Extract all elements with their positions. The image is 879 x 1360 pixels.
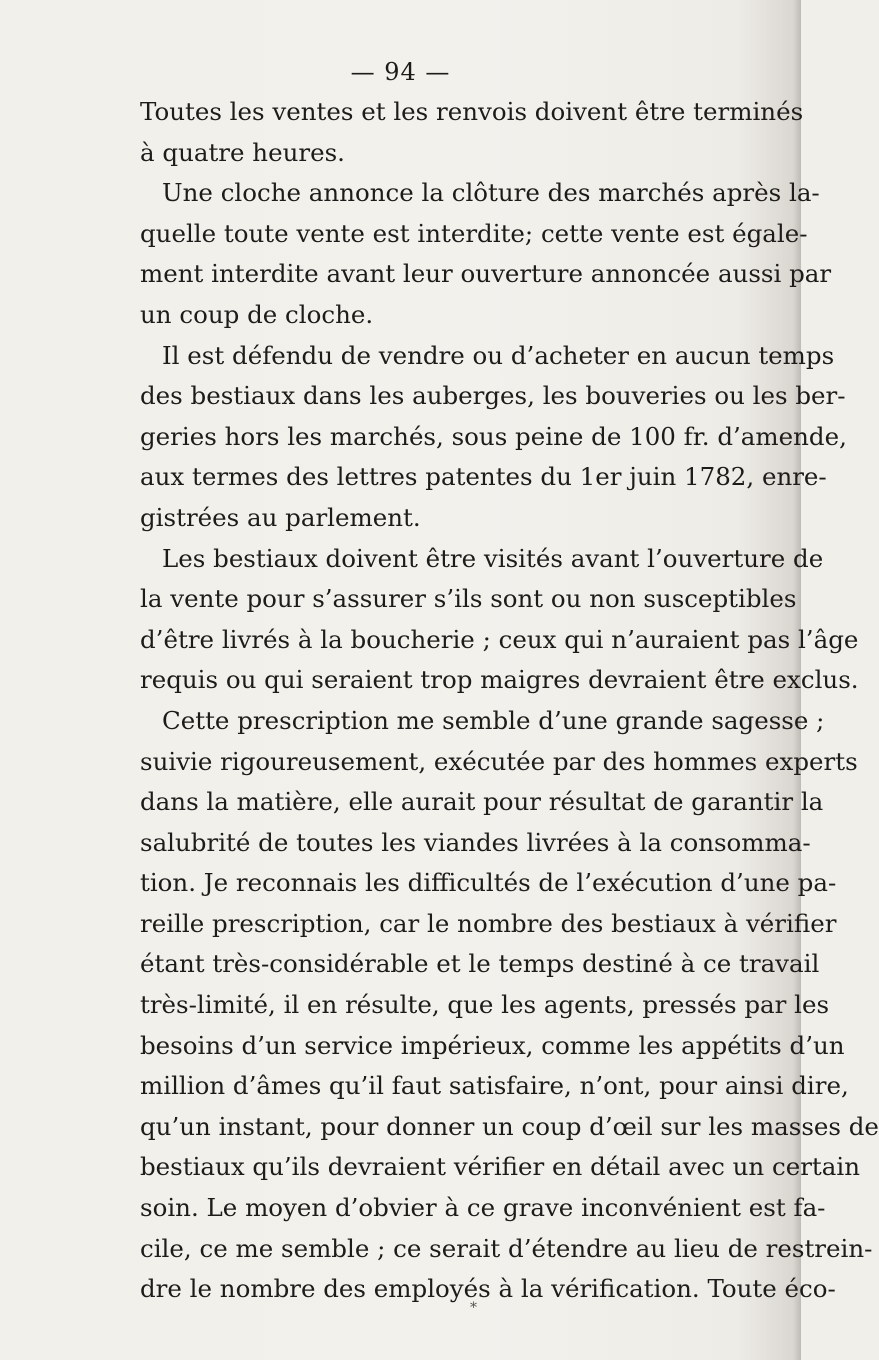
text-line: Toutes les ventes et les renvois doivent être terminés [140,97,804,126]
text-line: million d’âmes qu’il faut satisfaire, n’ont, pour ainsi dire, [140,1071,849,1101]
text-line: besoins d’un service impérieux, comme les appétits d’un [140,1030,845,1060]
body-text [140,92,879,1310]
text-line: Une cloche annonce la clôture des marchés après la- [162,178,820,208]
text-line: salubrité de toutes les viandes livrées à la consomma- [140,827,811,857]
text-line: aux termes des lettres patentes du 1er juin 1782, enre- [140,462,827,492]
text-line: qu’un instant, pour donner un coup d’œil sur les masses de [140,1111,879,1141]
text-line: étant très-considérable et le temps destiné à ce travail [140,949,820,979]
text-line: d’être livrés à la boucherie ; ceux qui n’auraient pas l’âge [140,624,859,654]
text-line: bestiaux qu’ils devraient vérifier en détail avec un certain [140,1152,860,1182]
text-line: Les bestiaux doivent être visités avant l’ouverture de [162,543,824,573]
text-line: dre le nombre des employés à la vérification. Toute éco- [140,1274,836,1304]
text-line: requis ou qui seraient trop maigres devraient être exclus. [140,665,859,695]
text-line: gistrées au parlement. [140,502,421,532]
page-number-header: — 94 — [350,58,451,86]
text-line: Il est défendu de vendre ou d’acheter en aucun temps [162,340,835,370]
text-line: dans la matière, elle aurait pour résultat de garantir la [140,787,824,817]
text-line: tion. Je reconnais les difficultés de l’exécution d’une pa- [140,868,837,898]
text-line: quelle toute vente est interdite; cette vente est égale- [140,218,808,248]
bottom-mark: * [470,1300,477,1316]
text-line: ment interdite avant leur ouverture annoncée aussi par [140,259,832,289]
text-line: un coup de cloche. [140,299,374,329]
text-line: geries hors les marchés, sous peine de 100 fr. d’amende, [140,421,847,451]
text-line: reille prescription, car le nombre des bestiaux à vérifier [140,908,837,938]
text-line: cile, ce me semble ; ce serait d’étendre au lieu de restrein- [140,1233,873,1263]
text-line: des bestiaux dans les auberges, les bouveries ou les ber- [140,381,846,411]
text-line: soin. Le moyen d’obvier à ce grave inconvénient est fa- [140,1193,826,1223]
text-line: très-limité, il en résulte, que les agents, pressés par les [140,990,830,1020]
text-line: à quatre heures. [140,137,345,167]
text-line: Cette prescription me semble d’une grande sagesse ; [162,705,825,735]
text-line: suivie rigoureusement, exécutée par des hommes experts [140,746,858,776]
text-line: la vente pour s’assurer s’ils sont ou non susceptibles [140,584,797,614]
